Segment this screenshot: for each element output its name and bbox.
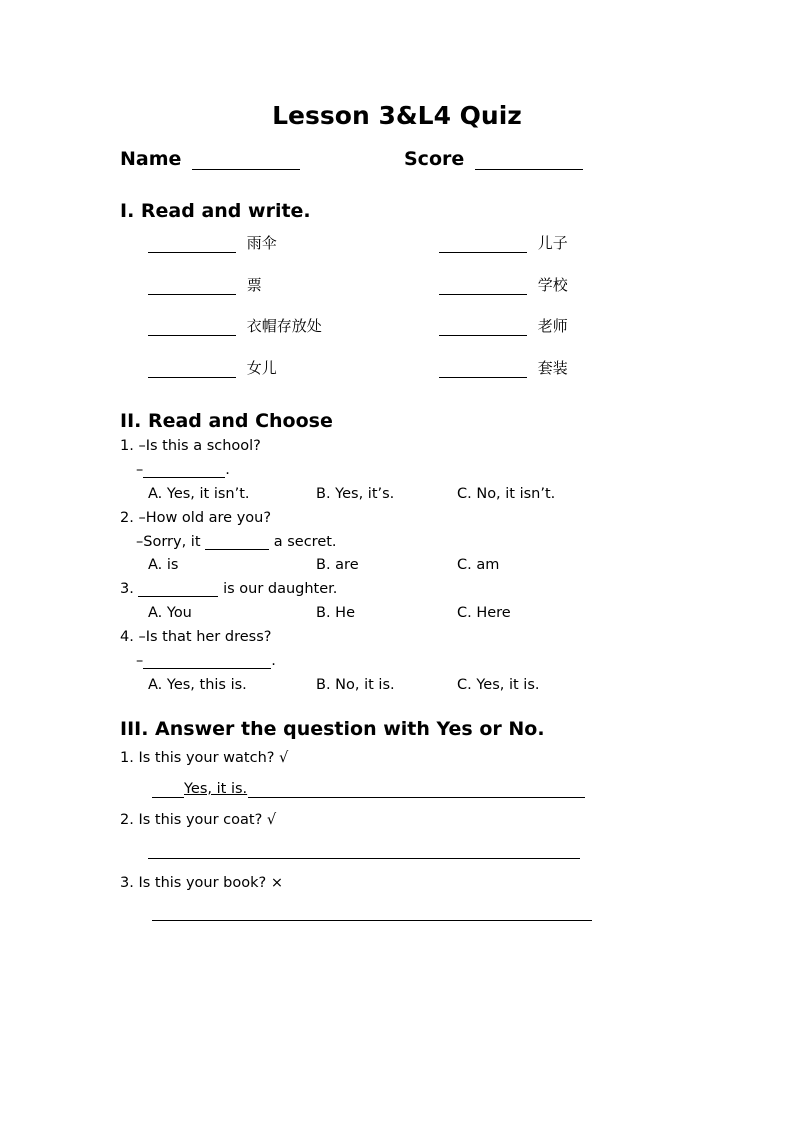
vocab-item — [148, 232, 277, 253]
vocab-word: 雨伞 — [246, 234, 277, 252]
vocab-item — [148, 274, 262, 295]
q4-answer-line: – . — [136, 653, 276, 669]
section2-heading: II. Read and Choose — [120, 410, 333, 432]
vocab-item — [439, 274, 568, 295]
s3-q2-stem: 2. Is this your coat? √ — [120, 812, 277, 828]
q1-option-a[interactable]: A. Yes, it isn’t. — [148, 486, 250, 502]
vocab-word: 老师 — [537, 317, 568, 335]
q4-option-c[interactable]: C. Yes, it is. — [457, 677, 540, 693]
section3-heading: III. Answer the question with Yes or No. — [120, 718, 545, 740]
score-field — [404, 148, 583, 170]
name-field — [120, 148, 300, 170]
vocab-item — [439, 357, 568, 378]
vocab-word: 套装 — [537, 359, 568, 377]
q3-blank[interactable] — [138, 596, 218, 597]
page-title: Lesson 3&L4 Quiz — [272, 101, 522, 130]
name-label: Name — [120, 148, 182, 170]
vocab-blank[interactable] — [148, 294, 236, 295]
s3-q3-stem: 3. Is this your book? × — [120, 875, 283, 891]
q2-answer-line: –Sorry, it a secret. — [136, 534, 337, 550]
vocab-item — [148, 315, 322, 336]
q1-option-c[interactable]: C. No, it isn’t. — [457, 486, 556, 502]
vocab-word: 衣帽存放处 — [246, 317, 322, 335]
q1-stem: 1. –Is this a school? — [120, 438, 261, 454]
q4-option-a[interactable]: A. Yes, this is. — [148, 677, 247, 693]
score-label: Score — [404, 148, 465, 170]
vocab-item — [439, 232, 568, 253]
vocab-word: 女儿 — [246, 359, 277, 377]
vocab-blank[interactable] — [439, 294, 527, 295]
vocab-blank[interactable] — [439, 335, 527, 336]
vocab-blank[interactable] — [148, 252, 236, 253]
s3-q3-answer-line[interactable] — [152, 920, 592, 921]
q2-option-b[interactable]: B. are — [316, 557, 359, 573]
vocab-blank[interactable] — [148, 335, 236, 336]
s3-q1-stem: 1. Is this your watch? √ — [120, 750, 289, 766]
q3-option-c[interactable]: C. Here — [457, 605, 511, 621]
q2-option-c[interactable]: C. am — [457, 557, 500, 573]
q4-option-b[interactable]: B. No, it is. — [316, 677, 395, 693]
score-blank[interactable] — [475, 169, 583, 170]
q3-option-b[interactable]: B. He — [316, 605, 355, 621]
vocab-blank[interactable] — [148, 377, 236, 378]
vocab-word: 票 — [246, 276, 262, 294]
q2-option-a[interactable]: A. is — [148, 557, 179, 573]
q1-answer-line: – . — [136, 462, 230, 478]
q4-blank[interactable] — [143, 668, 271, 669]
name-blank[interactable] — [192, 169, 300, 170]
vocab-word: 儿子 — [537, 234, 568, 252]
vocab-item — [148, 357, 277, 378]
s3-q2-answer-line[interactable] — [148, 858, 580, 859]
s3-q1-line-lead — [152, 797, 184, 798]
q2-blank[interactable] — [205, 549, 269, 550]
vocab-word: 学校 — [537, 276, 568, 294]
q2-stem: 2. –How old are you? — [120, 510, 272, 526]
s3-q1-answer-line[interactable] — [248, 797, 585, 798]
section1-heading: I. Read and write. — [120, 200, 311, 222]
s3-q1-example-answer: Yes, it is. — [184, 781, 248, 797]
vocab-blank[interactable] — [439, 252, 527, 253]
q3-stem: 3. is our daughter. — [120, 581, 338, 597]
vocab-item — [439, 315, 568, 336]
q1-blank[interactable] — [143, 477, 225, 478]
q3-option-a[interactable]: A. You — [148, 605, 192, 621]
vocab-blank[interactable] — [439, 377, 527, 378]
q4-stem: 4. –Is that her dress? — [120, 629, 272, 645]
q1-option-b[interactable]: B. Yes, it’s. — [316, 486, 395, 502]
